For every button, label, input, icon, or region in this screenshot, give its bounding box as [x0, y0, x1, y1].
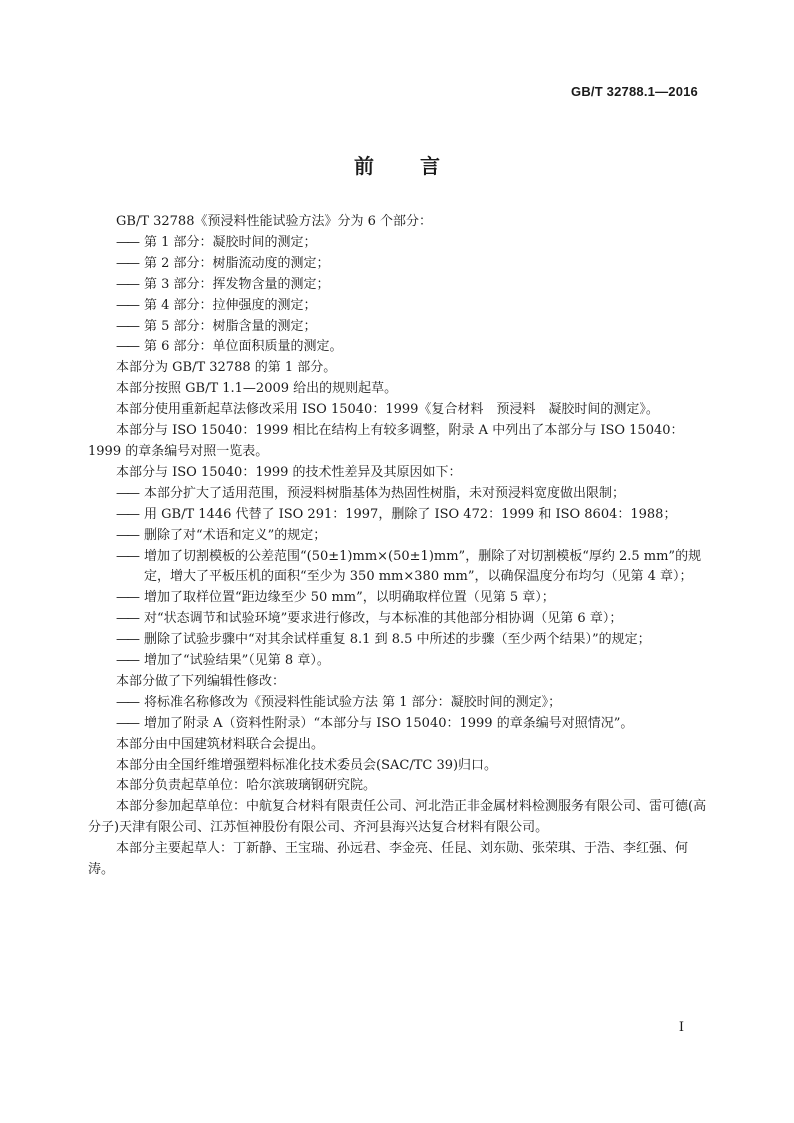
- paragraph-text: 删除了试验步骤中“对其余试样重复 8.1 到 8.5 中所述的步骤（至少两个结果）”的规定；: [144, 632, 651, 648]
- dash-bullet: ——: [116, 611, 138, 627]
- dash-list-item: [88, 526, 708, 547]
- dash-bullet: ——: [116, 694, 138, 710]
- paragraph: [88, 379, 708, 400]
- page-number: I: [678, 1020, 684, 1035]
- dash-bullet: ——: [116, 527, 138, 543]
- paragraph-text: 本部分参加起草单位：中航复合材料有限责任公司、河北浩正非金属材料检测服务有限公司、雷可德(高分子)天津有限公司、江苏恒神股份有限公司、齐河县海兴达复合材料有限公司。: [88, 799, 707, 836]
- paragraph-text: 增加了附录 A（资料性附录）“本部分与 ISO 15040：1999 的章条编号对照情况”。: [144, 715, 634, 731]
- dash-bullet: ——: [116, 590, 138, 606]
- dash-list-item: [88, 547, 708, 589]
- dash-list-item: [88, 588, 708, 609]
- dash-list-item: [88, 296, 708, 317]
- dash-list-item: [88, 714, 708, 735]
- paragraph-text: 本部分做了下列编辑性修改：: [116, 673, 286, 689]
- dash-bullet: ——: [116, 339, 138, 355]
- dash-bullet: ——: [116, 506, 138, 522]
- paragraph-text: 本部分扩大了适用范围，预浸料树脂基体为热固性树脂，未对预浸料宽度做出限制；: [144, 485, 626, 501]
- dash-bullet: ——: [116, 255, 138, 271]
- paragraph-text: 本部分按照 GB/T 1.1—2009 给出的规则起草。: [116, 381, 398, 397]
- paragraph: [88, 463, 708, 484]
- paragraph: [88, 756, 708, 777]
- paragraph-text: 用 GB/T 1446 代替了 ISO 291：1997，删除了 ISO 472：1999 和 ISO 8604：1988；: [144, 506, 677, 522]
- paragraph-text: 本部分主要起草人：丁新静、王宝瑞、孙远君、李金亮、任昆、刘东勋、张荣琪、于浩、李红强、何涛。: [88, 841, 689, 878]
- paragraph-text: 本部分由全国纤维增强塑料标准化技术委员会(SAC/TC 39)归口。: [116, 757, 498, 773]
- paragraph: [88, 358, 708, 379]
- paragraph-text: 本部分与 ISO 15040：1999 相比在结构上有较多调整，附录 A 中列出了本部分与 ISO 15040：1999 的章条编号对照一览表。: [88, 423, 684, 459]
- paragraph: [88, 421, 708, 463]
- paragraph-text: 第 3 部分：挥发物含量的测定；: [144, 276, 330, 292]
- dash-list-item: [88, 317, 708, 338]
- dash-list-item: [88, 693, 708, 714]
- paragraph-text: 本部分由中国建筑材料联合会提出。: [116, 736, 325, 752]
- dash-list-item: [88, 233, 708, 254]
- dash-bullet: ——: [116, 632, 138, 648]
- dash-list-item: [88, 609, 708, 630]
- paragraph: [88, 212, 708, 233]
- standard-code: GB/T 32788.1—2016: [571, 84, 698, 99]
- paragraph-text: 删除了对“术语和定义”的规定；: [144, 527, 327, 543]
- paragraph-text: 第 4 部分：拉伸强度的测定；: [144, 297, 317, 313]
- dash-bullet: ——: [116, 297, 138, 313]
- paragraph: [88, 797, 708, 839]
- dash-list-item: [88, 630, 708, 651]
- dash-list-item: [88, 651, 708, 672]
- paragraph-text: 本部分与 ISO 15040：1999 的技术性差异及其原因如下：: [116, 464, 462, 480]
- paragraph-text: 增加了“试验结果”（见第 8 章）。: [144, 653, 330, 669]
- paragraph-text: 第 5 部分：树脂含量的测定；: [144, 318, 317, 334]
- paragraph-text: 本部分负责起草单位：哈尔滨玻璃钢研究院。: [116, 778, 377, 794]
- paragraph: [88, 776, 708, 797]
- dash-list-item: [88, 505, 708, 526]
- dash-bullet: ——: [116, 485, 138, 501]
- page-title: 前言: [354, 154, 486, 178]
- paragraph: [88, 672, 708, 693]
- paragraph-text: 增加了取样位置“距边缘至少 50 mm”，以明确取样位置（见第 5 章）；: [144, 590, 555, 606]
- paragraph-text: 本部分使用重新起草法修改采用 ISO 15040：1999《复合材料 预浸料 凝胶时间的测定》。: [116, 402, 659, 418]
- dash-bullet: ——: [116, 318, 138, 334]
- paragraph-text: 第 1 部分：凝胶时间的测定；: [144, 234, 317, 250]
- paragraph-text: 第 2 部分：树脂流动度的测定；: [144, 255, 330, 271]
- paragraph-text: 增加了切割模板的公差范围“(50±1)mm×(50±1)mm”，删除了对切割模板“厚约 2.5 mm”的规定，增大了平板压机的面积“至少为 350 mm×380 mm”，以确保温度分布均匀（见第 4 章）；: [144, 548, 702, 585]
- paragraph: [88, 839, 708, 881]
- paragraph-text: GB/T 32788《预浸料性能试验方法》分为 6 个部分：: [116, 214, 433, 229]
- dash-bullet: ——: [116, 653, 138, 669]
- dash-list-item: [88, 275, 708, 296]
- dash-bullet: ——: [116, 715, 138, 731]
- paragraph-text: 对“状态调节和试验环境”要求进行修改，与本标准的其他部分相协调（见第 6 章）；: [144, 611, 623, 627]
- paragraph: [88, 400, 708, 421]
- dash-bullet: ——: [116, 548, 138, 564]
- paragraph-text: 将标准名称修改为《预浸料性能试验方法 第 1 部分：凝胶时间的测定》；: [144, 694, 562, 710]
- paragraph: [88, 735, 708, 756]
- dash-bullet: ——: [116, 234, 138, 250]
- paragraph-text: 本部分为 GB/T 32788 的第 1 部分。: [116, 360, 337, 376]
- dash-list-item: [88, 337, 708, 358]
- foreword-body: [88, 212, 708, 881]
- dash-list-item: [88, 254, 708, 275]
- dash-bullet: ——: [116, 276, 138, 292]
- paragraph-text: 第 6 部分：单位面积质量的测定。: [144, 339, 343, 355]
- dash-list-item: [88, 484, 708, 505]
